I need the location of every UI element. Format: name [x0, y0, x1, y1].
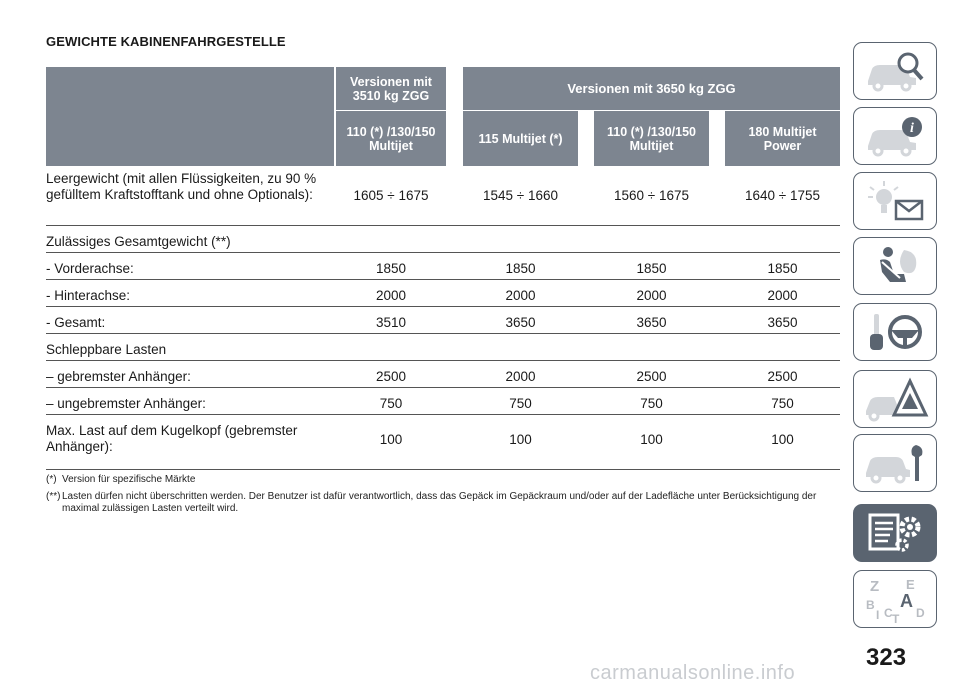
- row-divider: [46, 279, 840, 280]
- sidebar-tab-car-info[interactable]: [853, 107, 937, 165]
- sidebar-tab-car-search[interactable]: [853, 42, 937, 100]
- table-bottom-line: [46, 469, 840, 470]
- row-divider: [46, 306, 840, 307]
- footnote-2: [46, 491, 840, 515]
- row-label-kugelkopf: Max. Last auf dem Kugelkopf (gebremster Anhänger):: [46, 423, 298, 454]
- sidebar-tab-emergency[interactable]: [853, 370, 937, 428]
- row-divider: [46, 414, 840, 415]
- cell-r4-c2: 3650: [505, 315, 536, 330]
- sidebar-tab-starting[interactable]: [853, 303, 937, 361]
- cell-r8-c4: 100: [771, 432, 794, 447]
- svg-text:i: i: [910, 121, 914, 136]
- cell-r7-c2: 750: [509, 396, 532, 411]
- row-divider: [46, 333, 840, 334]
- row-divider: [46, 252, 840, 253]
- cell-r8-c3: 100: [640, 432, 663, 447]
- header-group-3510: [336, 67, 446, 110]
- page-title: GEWICHTE KABINENFAHRGESTELLE: [46, 34, 286, 49]
- cell-r3-c2: 2000: [505, 288, 536, 303]
- footnote-1-text: Version für spezifische Märkte: [62, 474, 196, 485]
- cell-r6-c4: 2500: [767, 369, 798, 384]
- row-label-schleppbare-lasten: Schleppbare Lasten: [46, 342, 167, 357]
- sidebar-tab-index[interactable]: [853, 570, 937, 628]
- row-divider: [46, 387, 840, 388]
- footnote-1: [46, 474, 840, 486]
- header-col-3-label: 110 (*) /130/150 Multijet: [607, 124, 696, 153]
- cell-r3-c1: 2000: [375, 288, 407, 303]
- page-number: 323: [866, 644, 907, 671]
- specifications-gear-icon: [860, 509, 930, 557]
- cell-r2-c1: 1850: [375, 261, 407, 276]
- cell-r6-c3: 2500: [636, 369, 667, 384]
- cell-r3-c4: 2000: [767, 288, 798, 303]
- car-wrench-icon: [860, 439, 930, 487]
- svg-text:E: E: [906, 577, 915, 592]
- watermark-text: carmanualsonline.info: [590, 662, 796, 684]
- svg-text:I: I: [876, 608, 880, 622]
- svg-text:C: C: [884, 606, 893, 620]
- svg-text:A: A: [900, 591, 913, 611]
- row-label-gebremster: – gebremster Anhänger:: [46, 369, 191, 384]
- footnote-2-mark: (**): [46, 491, 61, 502]
- cell-r4-c3: 3650: [636, 315, 667, 330]
- row-label-vorderachse: - Vorderachse:: [46, 261, 134, 276]
- cell-r7-c4: 750: [771, 396, 794, 411]
- row-label-gesamt: - Gesamt:: [46, 315, 106, 330]
- key-steering-wheel-icon: [860, 308, 930, 356]
- svg-text:T: T: [892, 612, 900, 623]
- header-col-4: [725, 111, 840, 166]
- header-col-1-label: 110 (*) /130/150 Multijet: [346, 124, 436, 153]
- header-col-1: [336, 111, 446, 166]
- car-breakdown-warning-icon: [860, 375, 930, 423]
- svg-text:D: D: [916, 606, 925, 620]
- airbag-seat-icon: [860, 242, 930, 290]
- row-label-ungebremster: – ungebremster Anhänger:: [46, 396, 206, 411]
- sidebar-tab-warning-lights[interactable]: [853, 172, 937, 230]
- cell-r2-c3: 1850: [636, 261, 667, 276]
- footnote-2-text: Lasten dürfen nicht überschritten werden. Der Benutzer ist dafür verantwortlich, dass das Gepäck im Gepäckraum und/oder auf der Ladefläche unter Berücksichtigung der maximal zulässigen Lasten verteilt wird.: [62, 491, 817, 514]
- cell-r4-c1: 3510: [375, 315, 407, 330]
- header-group-3650-label: Versionen mit 3650 kg ZGG: [567, 80, 736, 96]
- warning-light-envelope-icon: [860, 177, 930, 225]
- cell-r6-c2: 2000: [505, 369, 536, 384]
- alphabetical-index-icon: [860, 575, 930, 623]
- footnote-1-mark: (*): [46, 474, 57, 485]
- row-label-leergewicht: Leergewicht (mit allen Flüssigkeiten, zu 90 % gefülltem Kraftstofftank und ohne Optionals):: [46, 171, 317, 202]
- cell-r8-c2: 100: [509, 432, 532, 447]
- cell-r7-c1: 750: [379, 396, 403, 411]
- cell-r2-c4: 1850: [767, 261, 798, 276]
- cell-r7-c3: 750: [640, 396, 663, 411]
- cell-r3-c3: 2000: [636, 288, 667, 303]
- header-col-2-label: 115 Multijet (*): [478, 131, 563, 146]
- row-label-hinterachse: - Hinterachse:: [46, 288, 131, 303]
- header-col-4-label: 180 Multijet Power: [748, 124, 817, 153]
- sidebar-tab-safety[interactable]: [853, 237, 937, 295]
- row-label-gesamtgewicht: Zulässiges Gesamtgewicht (**): [46, 234, 231, 249]
- cell-r0-c1: 1605 ÷ 1675: [353, 188, 429, 203]
- cell-r0-c2: 1545 ÷ 1660: [483, 188, 558, 203]
- header-group-3650: [463, 67, 840, 110]
- header-group-3510-label: Versionen mit 3510 kg ZGG: [350, 74, 432, 103]
- cell-r0-c4: 1640 ÷ 1755: [745, 188, 820, 203]
- cell-r2-c2: 1850: [505, 261, 536, 276]
- cell-r0-c3: 1560 ÷ 1675: [614, 188, 689, 203]
- row-divider: [46, 360, 840, 361]
- svg-text:B: B: [866, 598, 875, 612]
- svg-text:Z: Z: [870, 578, 880, 595]
- cell-r4-c4: 3650: [767, 315, 798, 330]
- header-col-3: [594, 111, 709, 166]
- car-search-icon: [860, 47, 930, 95]
- header-empty-cell: [46, 67, 334, 166]
- row-divider: [46, 225, 840, 226]
- header-col-2: [463, 111, 578, 166]
- sidebar-tab-specifications[interactable]: [853, 504, 937, 562]
- cell-r6-c1: 2500: [375, 369, 407, 384]
- sidebar-tab-maintenance[interactable]: [853, 434, 937, 492]
- cell-r8-c1: 100: [379, 432, 403, 447]
- car-info-icon: [860, 112, 930, 160]
